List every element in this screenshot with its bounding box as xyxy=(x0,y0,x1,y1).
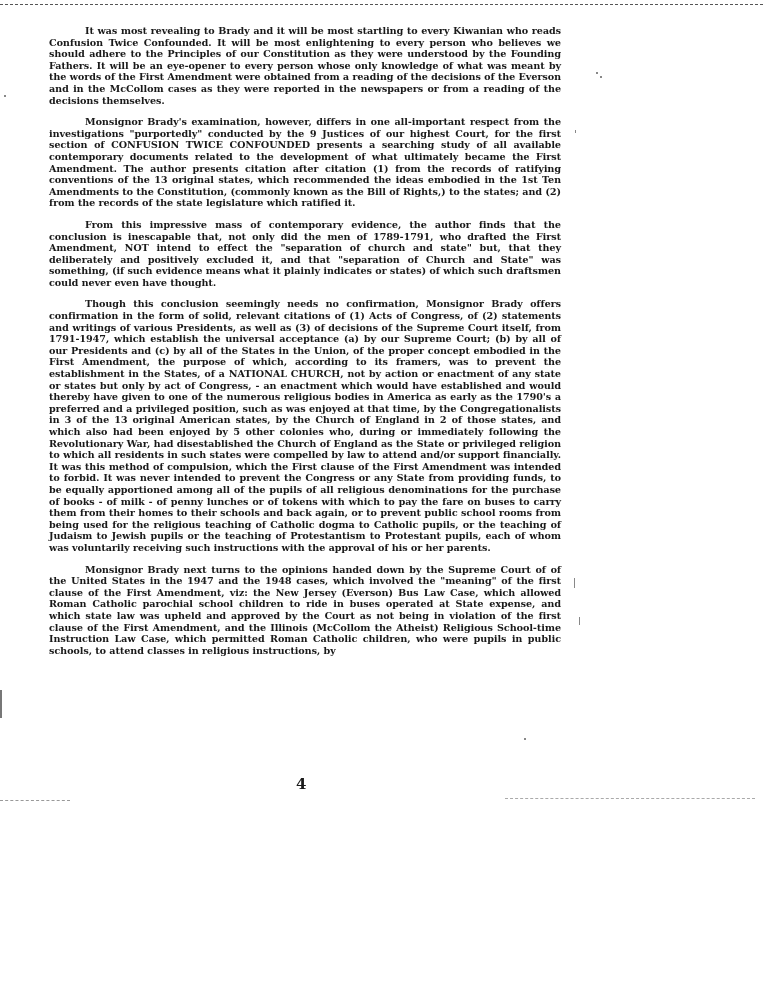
scan-speck xyxy=(574,578,575,588)
document-body xyxy=(49,26,561,667)
scan-speck xyxy=(600,76,602,78)
scan-speck xyxy=(4,95,6,97)
top-dashed-rule xyxy=(0,4,763,5)
page-number: 4 xyxy=(296,775,307,793)
scan-speck xyxy=(579,617,580,625)
scan-speck xyxy=(575,130,576,133)
paragraph-conclusion: From this impressive mass of contemporary evidence, the author finds that the conclusion is inescapable that, not only did the men of 1789-1791, who drafted the First Amendment, NOT intend to effect the "separation of church and state" but, that they deliberately and positively excluded it, and that "separation of Church and State" was something, (if such evidence means what it plainly indicates or states) of which such draftsmen could never even have thought. xyxy=(49,219,561,289)
paragraph-confirmation: Though this conclusion seemingly needs no confirmation, Monsignor Brady offers confirmation in the form of solid, relevant citations of (1) Acts of Congress, of (2) statements and writings of various Presidents, as well as (3) of decisions of the Supreme Court itself, from 1791-1947, which establish the universal acceptance (a) by our Supreme Court; (b) by all of our Presidents and (c) by all of the States in the Union, of the proper concept embodied in the First Amendment, the purpose of which, according to its framers, was to prevent the establishment in the States, of a NATIONAL CHURCH, not by action or enactment of any state or states but only by act of Congress, - an enactment which would have established and would thereby have given to one of the numerous religious bodies in America as early as the 1790's a preferred and a privileged position, such as was enjoyed at that time, by the Congregationalists in 3 of the 13 original American states, by the Church of England in 2 of those states, and which also had been enjoyed by 5 other colonies who, during or immediately following the Revolutionary War, had disestablished the Church of England as the State or privileged religion to which all residents in such states were compelled by law to attend and/or support financially. It was this method of compulsion, which the First clause of the First Amendment was intended to forbid. It was never intended to prevent the Congress or any State from providing funds, to be equally apportioned among all of the pupils of all religious denominations for the purchase of books - of milk - of penny lunches or of tokens with which to pay the fare on buses to carry them from their homes to their schools and back again, or to prevent public school rooms from being used for the religious teaching of Catholic dogma to Catholic pupils, or the teaching of Judaism to Jewish pupils or the teaching of Protestantism to Protestant pupils, each of whom was voluntarily receiving such instructions with the approval of his or her parents. xyxy=(49,299,561,554)
paragraph-kiwanian: It was most revealing to Brady and it will be most startling to every Kiwanian who reads Confusion Twice Confounded. It will be most enlightening to every person who believes we should adhere to the Principles of our Constitution as they were understood by the Founding Fathers. It will be an eye-opener to every person whose only knowledge of what was meant by the words of the First Amendment were obtained from a reading of the decisions of the Everson and in the McCollom cases as they were reported in the newspapers or from a reading of the decisions themselves. xyxy=(49,26,561,107)
paragraph-supreme-court-opinions: Monsignor Brady next turns to the opinions handed down by the Supreme Court of of the United States in the 1947 and the 1948 cases, which involved the "meaning" of the first clause of the First Amendment, viz: the New Jersey (Everson) Bus Law Case, which allowed Roman Catholic parochial school children to ride in buses operated at State expense, and which state law was upheld and approved by the Court as not being in violation of the first clause of the First Amendment, and the Illinois (McCollom the Atheist) Religious School-time Instruction Law Case, which permitted Roman Catholic children, who were pupils in public schools, to attend classes in religious instructions, by xyxy=(49,564,561,657)
scan-speck xyxy=(524,738,526,740)
bottom-left-dashed-rule xyxy=(0,800,70,801)
left-margin-mark xyxy=(0,690,2,718)
scan-speck xyxy=(596,72,598,74)
paragraph-examination: Monsignor Brady's examination, however, differs in one all-important respect from the investigations "purportedly" conducted by the 9 Justices of our highest Court, for the first section of CONFUSION TWICE CONFOUNDED presents a searching study of all available contemporary documents related to the development of what ultimately became the First Amendment. The author presents citation after citation (1) from the records of ratifying conventions of the 13 original states, which recommended the ideas embodied in the 1st Ten Amendments to the Constitution, (commonly known as the Bill of Rights,) to the states; and (2) from the records of the state legislature which ratified it. xyxy=(49,117,561,210)
bottom-right-dashed-rule xyxy=(505,798,755,799)
